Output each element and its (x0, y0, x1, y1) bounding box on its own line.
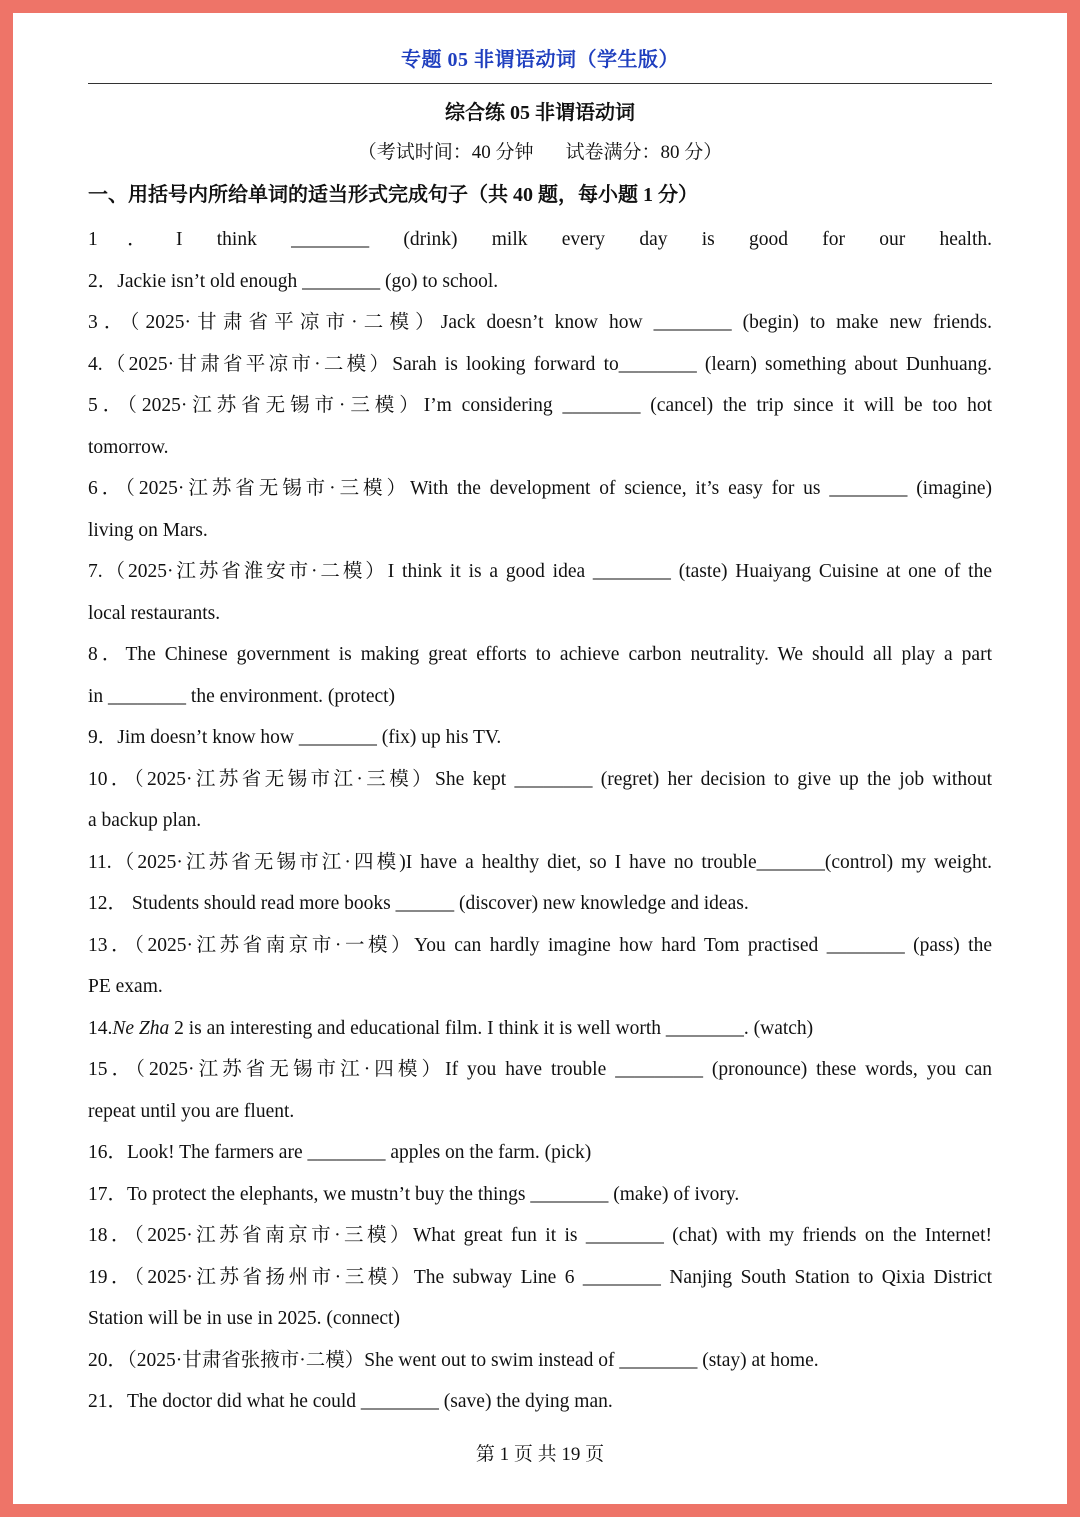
header-divider (88, 83, 992, 84)
question-line: in ________ the environment. (protect) (88, 685, 396, 707)
question-line: 12． Students should read more books ______ (discover) new knowledge and ideas. (88, 893, 749, 914)
question-line: 21．The doctor did what he could ________ (save) the dying man. (88, 1391, 613, 1412)
question-line: 3．（2025·甘肃省平凉市·二模）Jack doesn’t know how ________ (begin) to make new friends. (88, 312, 992, 333)
question-line: repeat until you are fluent. (88, 1100, 295, 1122)
question-line: PE exam. (88, 976, 163, 997)
document-page (13, 13, 1067, 1504)
question-line: 15．（2025·江苏省无锡市江·四模）If you have trouble _________ (pronounce) these words, you can (88, 1059, 992, 1080)
question-list (88, 219, 992, 1423)
exam-info (13, 137, 1067, 164)
question-line: a backup plan. (88, 810, 202, 831)
question-line: 8．The Chinese government is making great efforts to achieve carbon neutrality. We should all play a part (88, 644, 992, 665)
header-title: 专题 05 非谓语动词（学生版） (401, 49, 679, 71)
question-line: 14.Ne Zha 2 is an interesting and educational film. I think it is well worth ________. (watch) (88, 1017, 814, 1039)
question-line: 19．（2025·江苏省扬州市·三模）The subway Line 6 ________ Nanjing South Station to Qixia District (88, 1266, 992, 1288)
question-line: 13．（2025·江苏省南京市·一模）You can hardly imagine how hard Tom practised ________ (pass) the (88, 934, 992, 956)
exam-score: 试卷满分：80 分） (565, 142, 723, 163)
question-line: 7.（2025·江苏省淮安市·二模）I think it is a good idea ________ (taste) Huaiyang Cuisine at one of the (88, 561, 992, 582)
question-line: 1．I think ________ (drink) milk every day is good for our health. (88, 229, 992, 250)
question-line: 10．（2025·江苏省无锡市江·三模）She kept ________ (regret) her decision to give up the job without (88, 768, 992, 790)
question-line: local restaurants. (88, 602, 221, 624)
page-number: 第 1 页 共 19 页 (475, 1444, 605, 1465)
question-line: 18．（2025·江苏省南京市·三模）What great fun it is ________ (chat) with my friends on the Internet! (88, 1225, 992, 1246)
question-line: 6．（2025·江苏省无锡市·三模）With the development of science, it’s easy for us ________ (imagine) (88, 478, 992, 499)
question-line: 9．Jim doesn’t know how ________ (fix) up his TV. (88, 727, 502, 748)
question-line: tomorrow. (88, 436, 169, 458)
question-line: Station will be in use in 2025. (connect) (88, 1308, 400, 1329)
question-line: 20．（2025·甘肃省张掖市·二模）She went out to swim instead of ________ (stay) at home. (88, 1349, 819, 1371)
question-line: 11.（2025·江苏省无锡市江·四模)I have a healthy diet, so I have no trouble_______(control) my weight. (88, 851, 992, 873)
question-line: 17．To protect the elephants, we mustn’t buy the things ________ (make) of ivory. (88, 1183, 740, 1205)
question-line: 2．Jackie isn’t old enough ________ (go) to school. (88, 270, 499, 292)
question-line: 16．Look! The farmers are ________ apples on the farm. (pick) (88, 1142, 592, 1163)
question-line: 5．（2025·江苏省无锡市·三模）I’m considering ________ (cancel) the trip since it will be too hot (88, 395, 992, 416)
section-heading: 一、用括号内所给单词的适当形式完成句子（共 40 题，每小题 1 分） (88, 184, 698, 206)
exam-time: （考试时间：40 分钟 (357, 142, 534, 163)
exam-title: 综合练 05 非谓语动词 (445, 102, 635, 124)
question-line: 4.（2025·甘肃省平凉市·二模）Sarah is looking forward to________ (learn) something about Dunhuang. (88, 353, 992, 375)
question-line: living on Mars. (88, 519, 208, 541)
